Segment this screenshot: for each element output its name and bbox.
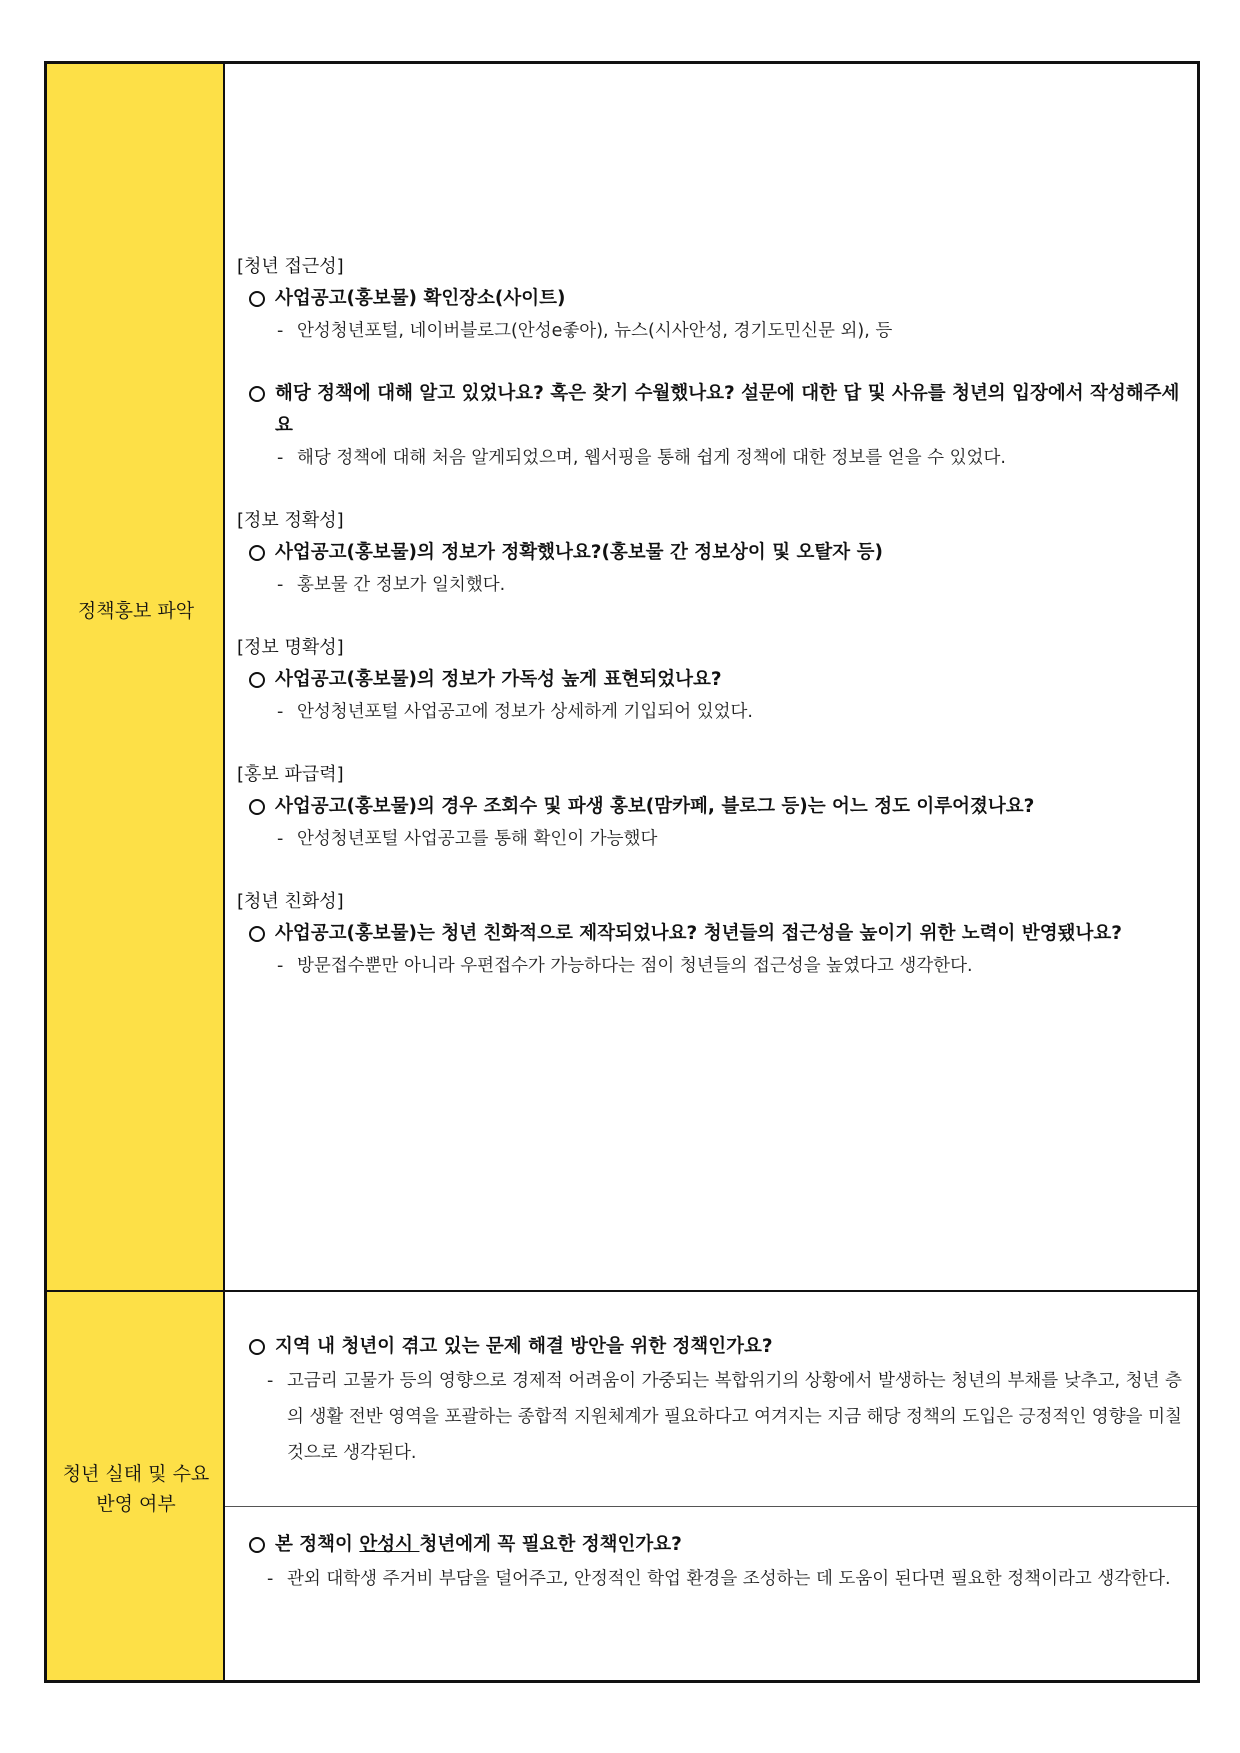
question: 사업공고(홍보물)의 경우 조회수 및 파생 홍보(맘카페, 블로그 등)는 어느 정도 이루어졌나요?	[237, 791, 1183, 823]
question: 사업공고(홍보물)는 청년 친화적으로 제작되었나요? 청년들의 접근성을 높이기 위한 노력이 반영됐나요?	[237, 918, 1183, 950]
section-title-info-clarity: [정보 명확성]	[237, 637, 344, 658]
row-content-youth-needs-a	[237, 1331, 1183, 1471]
label-column	[47, 64, 225, 1680]
answer: - 안성청년포털, 네이버블로그(안성e좋아), 뉴스(시사안성, 경기도민신문 외), 등	[237, 315, 1183, 348]
row-content-policy-promotion	[237, 251, 1183, 983]
answer: - 해당 정책에 대해 처음 알게되었으며, 웹서핑을 통해 쉽게 정책에 대한 정보를 얻을 수 있었다.	[237, 442, 1183, 475]
question: 지역 내 청년이 겪고 있는 문제 해결 방안을 위한 정책인가요?	[237, 1331, 1183, 1363]
hollow-circle-icon	[249, 1339, 265, 1355]
dash-icon: -	[277, 702, 284, 722]
hollow-circle-icon	[249, 386, 265, 402]
inner-divider	[225, 1506, 1197, 1507]
section-title-youth-accessibility: [청년 접근성]	[237, 256, 344, 277]
answer: - 고금리 고물가 등의 영향으로 경제적 어려움이 가중되는 복합위기의 상황에서 발생하는 청년의 부채를 낮추고, 청년 층의 생활 전반 영역을 포괄하는 종합적 지원체계가 필요하다고 여겨지는 지금 해당 정책의 도입은 긍정적인 영향을 미칠 것으로 생각된다.	[237, 1363, 1183, 1471]
evaluation-table	[44, 61, 1200, 1683]
dash-icon: -	[277, 956, 284, 976]
section-title-youth-friendliness: [청년 친화성]	[237, 891, 344, 912]
row-divider	[47, 1290, 1197, 1292]
section-title-info-accuracy: [정보 정확성]	[237, 510, 344, 531]
row-label-youth-needs: 청년 실태 및 수요 반영 여부	[62, 1463, 210, 1515]
dash-icon: -	[277, 321, 284, 341]
section-title-promotion-reach: [홍보 파급력]	[237, 764, 344, 785]
city-name: 안성시	[359, 1534, 420, 1555]
question: 본 정책이 안성시 청년에게 꼭 필요한 정책인가요?	[237, 1529, 1183, 1561]
hollow-circle-icon	[249, 799, 265, 815]
row-content-youth-needs-b	[237, 1529, 1183, 1597]
question: 사업공고(홍보물)의 정보가 정확했나요?(홍보물 간 정보상이 및 오탈자 등)	[237, 537, 1183, 569]
hollow-circle-icon	[249, 545, 265, 561]
answer: - 안성청년포털 사업공고에 정보가 상세하게 기입되어 있었다.	[237, 696, 1183, 729]
answer: - 홍보물 간 정보가 일치했다.	[237, 569, 1183, 602]
answer: - 안성청년포털 사업공고를 통해 확인이 가능했다	[237, 823, 1183, 856]
question: 해당 정책에 대해 알고 있었나요? 혹은 찾기 수월했나요? 설문에 대한 답 및 사유를 청년의 입장에서 작성해주세요	[237, 378, 1183, 442]
dash-icon: -	[267, 1371, 274, 1391]
question: 사업공고(홍보물)의 정보가 가독성 높게 표현되었나요?	[237, 664, 1183, 696]
dash-icon: -	[267, 1569, 274, 1589]
hollow-circle-icon	[249, 1537, 265, 1553]
hollow-circle-icon	[249, 291, 265, 307]
dash-icon: -	[277, 575, 284, 595]
question: 사업공고(홍보물) 확인장소(사이트)	[237, 283, 1183, 315]
hollow-circle-icon	[249, 672, 265, 688]
dash-icon: -	[277, 448, 284, 468]
hollow-circle-icon	[249, 926, 265, 942]
answer: - 관외 대학생 주거비 부담을 덜어주고, 안정적인 학업 환경을 조성하는 데 도움이 된다면 필요한 정책이라고 생각한다.	[237, 1561, 1183, 1597]
dash-icon: -	[277, 829, 284, 849]
answer: - 방문접수뿐만 아니라 우편접수가 가능하다는 점이 청년들의 접근성을 높였다고 생각한다.	[237, 950, 1183, 983]
row-label-policy-promotion: 정책홍보 파악	[77, 600, 195, 622]
